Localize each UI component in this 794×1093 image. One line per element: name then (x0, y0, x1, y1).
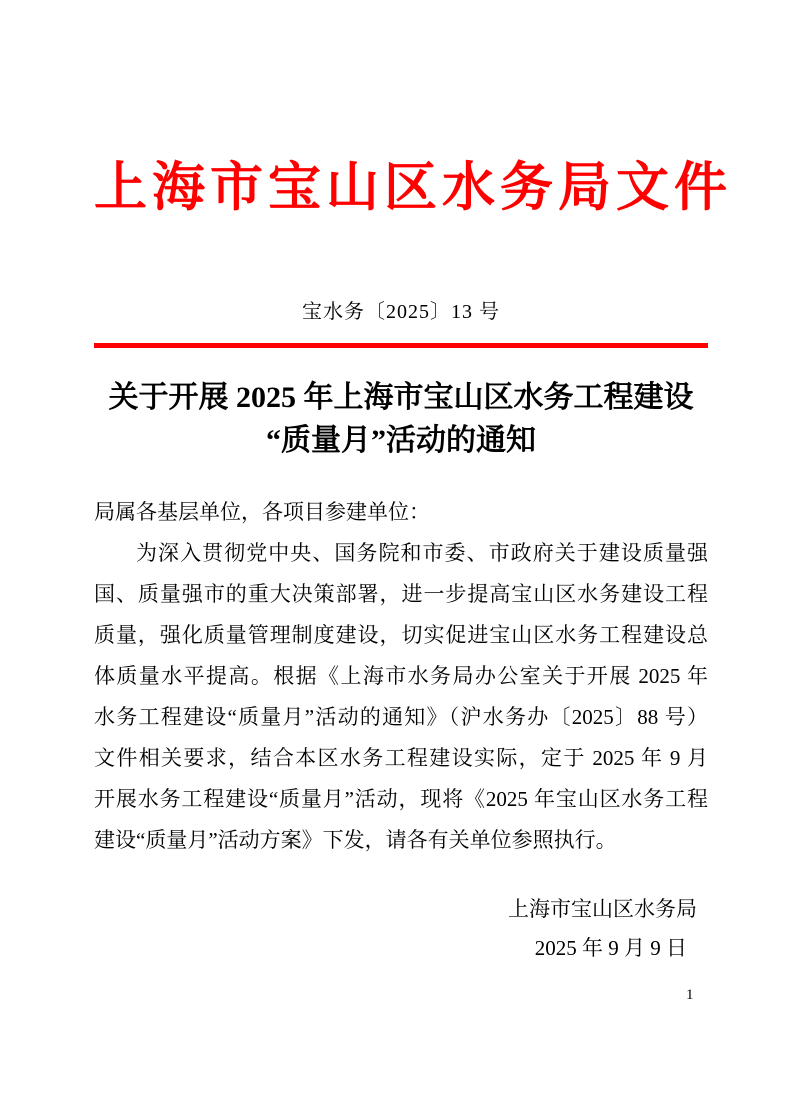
document-body (94, 492, 708, 861)
body-line: 文件相关要求，结合本区水务工程建设实际，定于 2025 年 9 月 (94, 746, 708, 770)
issuer-name: 上海市宝山区水务局 (508, 897, 697, 921)
notice-title-line1: 关于开展 2025 年上海市宝山区水务工程建设 (108, 381, 694, 414)
body-line: 开展水务工程建设“质量月”活动，现将《2025 年宝山区水务工程 (94, 787, 708, 811)
notice-title (94, 376, 708, 462)
document-number: 宝水务〔2025〕13 号 (302, 301, 500, 323)
body-line: 体质量水平提高。根据《上海市水务局办公室关于开展 2025 年 (94, 664, 708, 688)
signoff-block (94, 890, 708, 968)
page-number: 1 (686, 987, 694, 1003)
body-line: 国、质量强市的重大决策部署，进一步提高宝山区水务建设工程 (94, 582, 708, 606)
notice-title-line2: “质量月”活动的通知 (266, 424, 536, 457)
issue-date: 2025 年 9 月 9 日 (534, 936, 687, 960)
red-separator-line (94, 343, 708, 348)
body-line: 质量，强化质量管理制度建设，切实促进宝山区水务工程建设总 (94, 623, 708, 647)
body-line: 为深入贯彻党中央、国务院和市委、市政府关于建设质量强 (136, 541, 708, 565)
agency-letterhead-title: 上海市宝山区水务局文件 (94, 159, 732, 217)
document-content (0, 158, 794, 968)
salutation-line: 局属各基层单位，各项目参建单位： (94, 500, 430, 524)
body-line: 建设“质量月”活动方案》下发，请各有关单位参照执行。 (94, 828, 617, 852)
body-line: 水务工程建设“质量月”活动的通知》（沪水务办〔2025〕88 号） (94, 705, 708, 729)
